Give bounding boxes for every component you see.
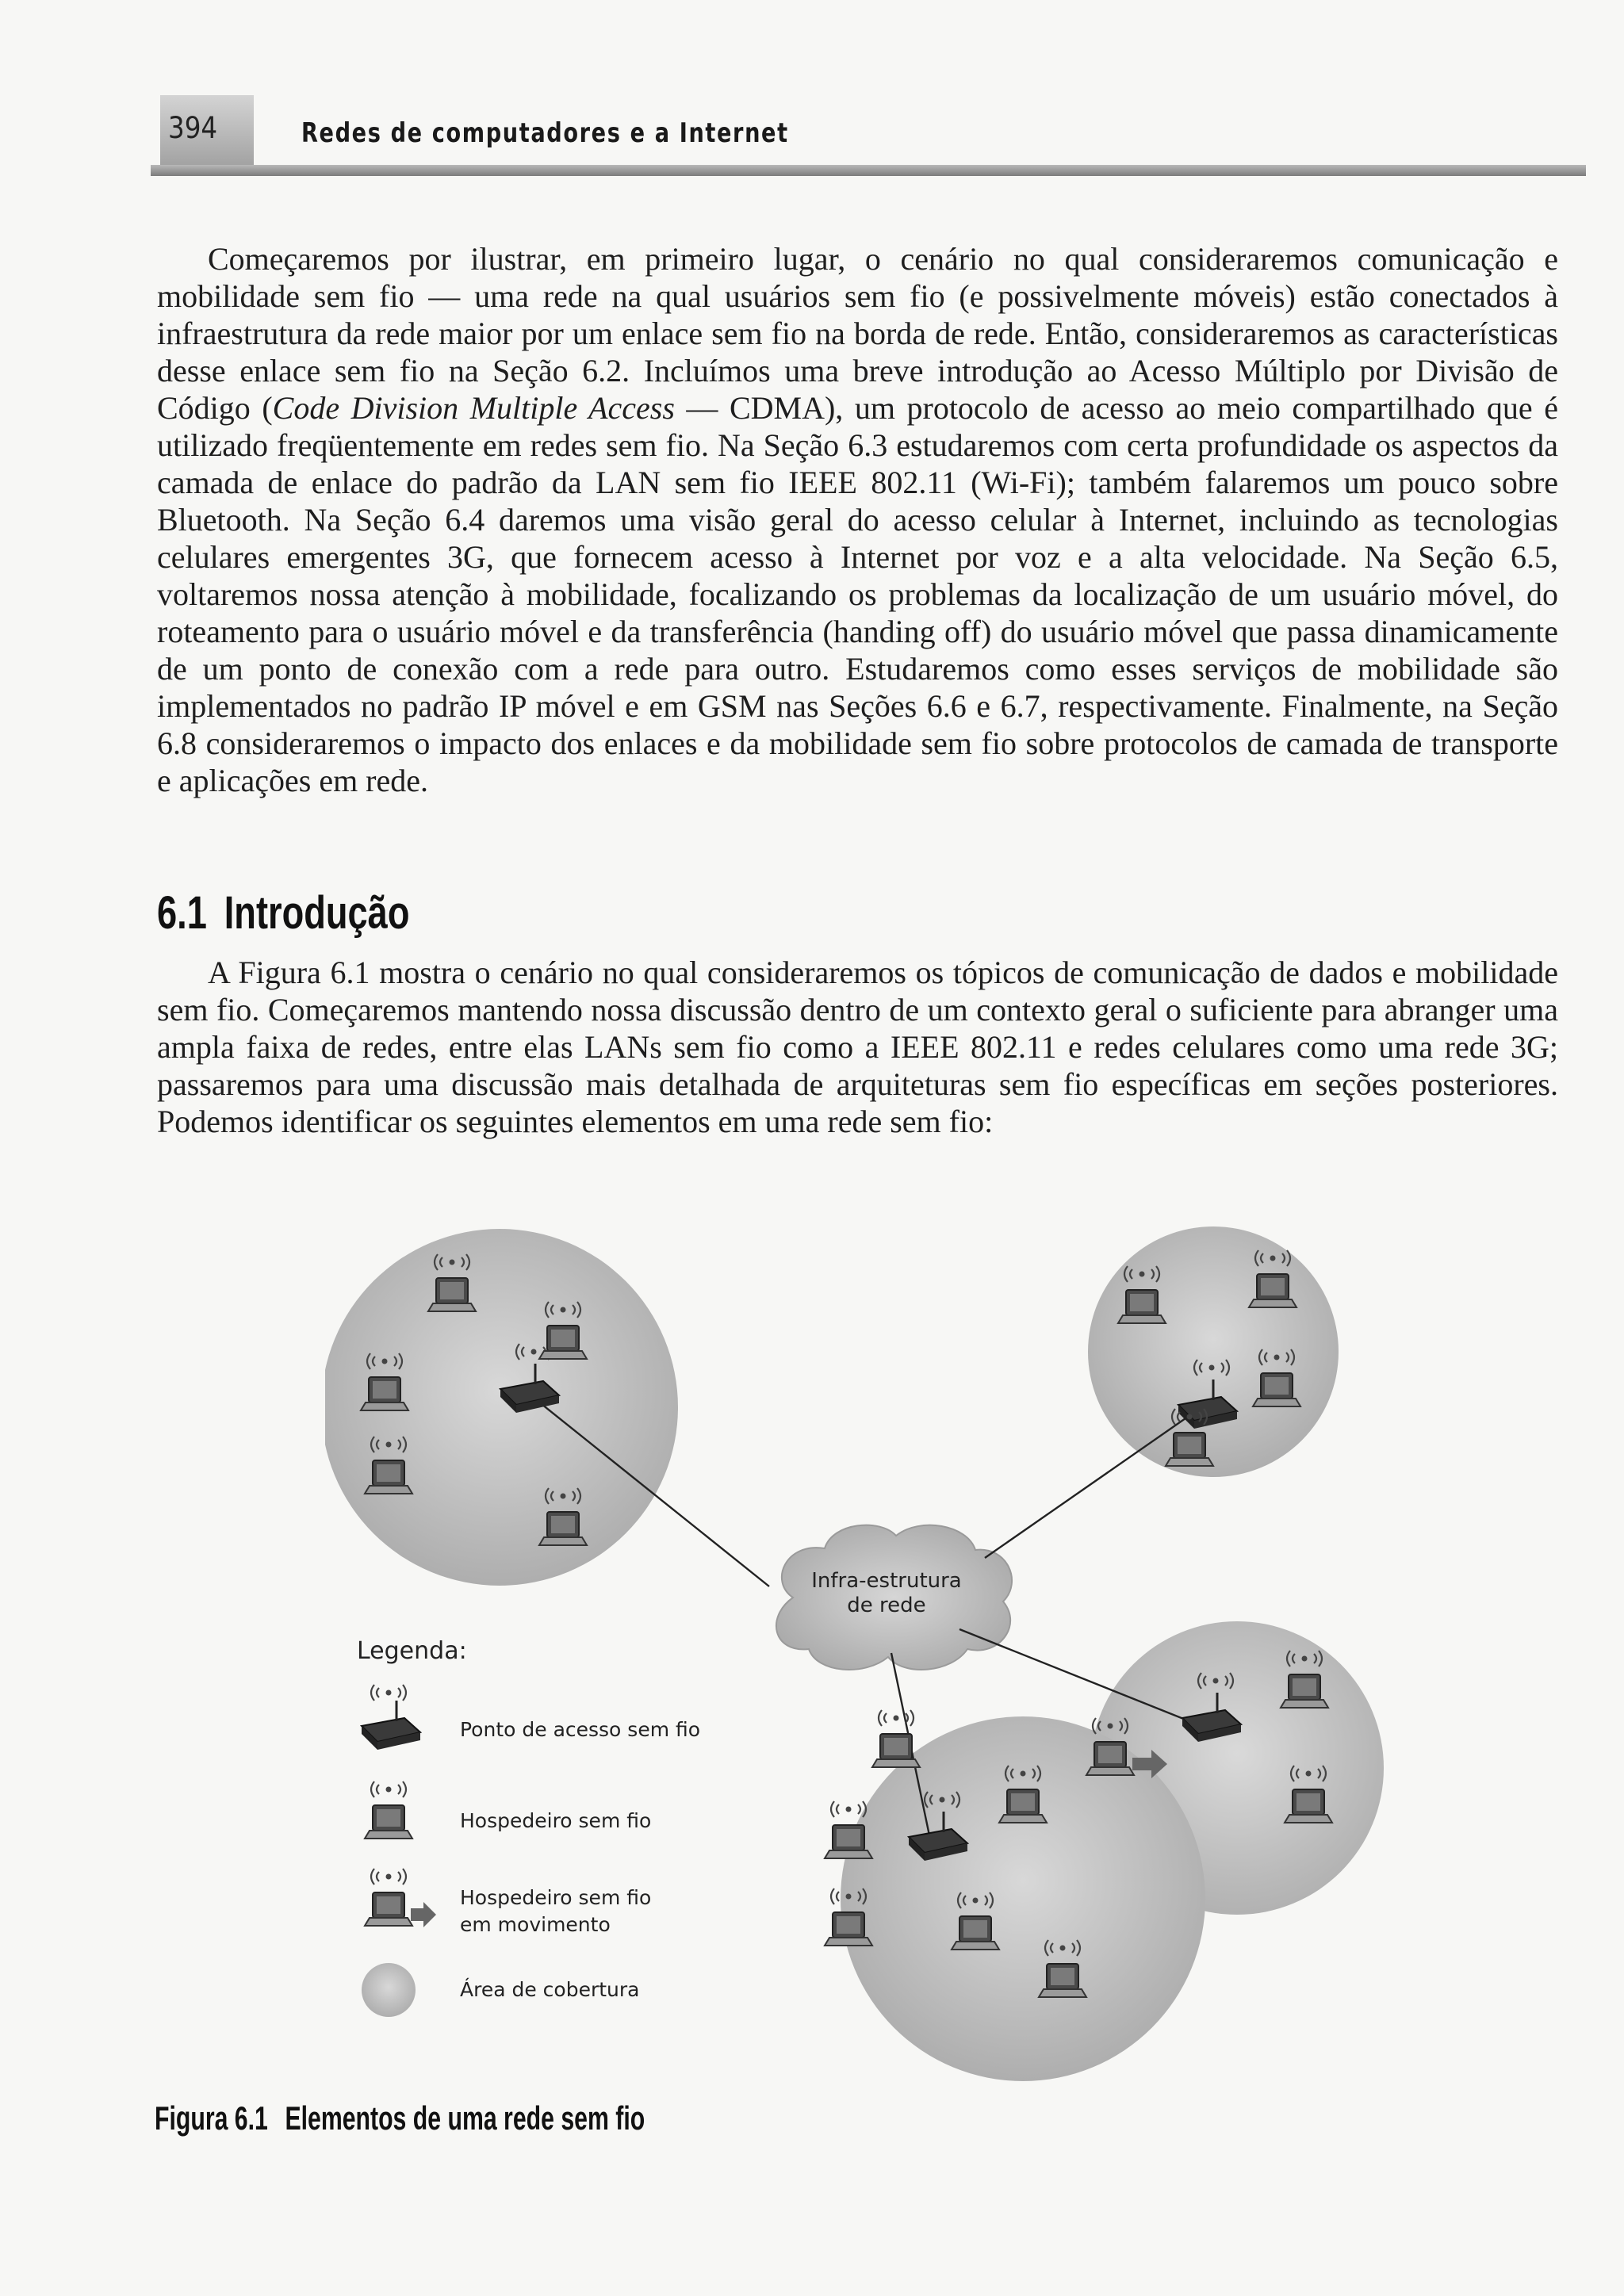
wireless-host: [1166, 1409, 1213, 1466]
cloud-label-line-2: de rede: [847, 1594, 926, 1617]
legend-label-coverage: Área de cobertura: [460, 1978, 640, 2001]
running-title: Redes de computadores e a Internet: [301, 117, 789, 149]
cloud-label: [807, 1569, 966, 1618]
wireless-host: [872, 1710, 920, 1767]
wireless-host: [1249, 1250, 1297, 1307]
wireless-host: [428, 1254, 476, 1311]
wireless-access-point-icon: [362, 1685, 420, 1750]
section-number: 6.1: [157, 887, 207, 939]
intro-paragraph-italic-term: Code Division Multiple Access: [272, 390, 675, 426]
network-diagram: [325, 1209, 1594, 2089]
wireless-host: [361, 1353, 408, 1410]
moving-wireless-host-icon: [365, 1869, 436, 1927]
coverage-area-icon: [362, 1963, 416, 2017]
wireless-host: [1253, 1349, 1300, 1406]
intro-paragraph: [157, 240, 1558, 799]
legend-label-moving-host-line-1: Hospedeiro sem fio: [460, 1886, 652, 1909]
wireless-host: [365, 1437, 412, 1494]
running-header: [151, 95, 1586, 174]
legend-label-wireless-host: Hospedeiro sem fio: [460, 1809, 652, 1832]
page-number: 394: [168, 111, 218, 145]
figure-caption-label: Figura 6.1: [155, 2099, 268, 2137]
wireless-host: [999, 1766, 1047, 1823]
wireless-host: [1285, 1766, 1332, 1823]
wireless-host: [952, 1892, 999, 1950]
legend-title: Legenda:: [357, 1637, 467, 1665]
wireless-host: [1281, 1651, 1328, 1708]
figure-caption-text: Elementos de uma rede sem fio: [285, 2099, 645, 2137]
intro-paragraph-part-2: — CDMA), um protocolo de acesso ao meio compartilhado que é utilizado freqüentemente em redes sem fio. Na Seção 6.3 estudaremos com certa profundidade os aspectos da camada de enlace do padrão da LAN sem fio IEEE 802.11 (Wi-Fi); também falaremos um pouco sobre Bluetooth. Na Seção 6.4 daremos uma visão geral do acesso celular à Internet, incluindo as tecnologias celulares emergentes 3G, que fornecem acesso à Internet por voz e a alta velocidade. Na Seção 6.5, voltaremos nossa atenção à mobilidade, focalizando os problemas da localização de um usuário móvel, do roteamento para o usuário móvel e da transferência (handing off) do usuário móvel que passa dinamicamente de um ponto de conexão com a rede para outro. Estudaremos como esses serviços de mobilidade são implementados no padrão IP móvel e em GSM nas Seções 6.6 e 6.7, respectivamente. Finalmente, na Seção 6.8 consideraremos o impacto dos enlaces e da mobilidade sem fio sobre protocolos de camada de transporte e aplicações em rede.: [157, 390, 1558, 798]
legend-label-access-point: Ponto de acesso sem fio: [460, 1718, 701, 1741]
wireless-host: [1039, 1940, 1086, 1997]
legend-label-moving-host: [460, 1885, 651, 1938]
figure-wireless-network: [325, 1209, 1594, 2089]
intro-paragraph-part-1: Começaremos por ilustrar, em primeiro lugar, o cenário no qual consideraremos comunicação e mobilidade sem fio — uma rede na qual usuários sem fio (e possivelmente móveis) estão conectados à infraestrutura da rede maior por um enlace sem fio na borda de rede. Então, consideraremos as características desse enlace sem fio na Seção 6.2. Incluímos uma breve introdução ao Acesso Múltiplo por Divisão de Código (: [157, 241, 1558, 426]
wireless-host: [539, 1488, 587, 1545]
coverage-area-top-right: [1088, 1226, 1339, 1477]
wireless-host: [825, 1888, 872, 1946]
wireless-host-icon: [365, 1781, 412, 1839]
legend-label-moving-host-line-2: em movimento: [460, 1913, 611, 1936]
header-rule: [151, 165, 1586, 176]
cloud-label-line-1: Infra-estrutura: [811, 1569, 962, 1593]
wireless-host: [539, 1302, 587, 1359]
link-top-right-ap: [985, 1406, 1204, 1558]
figure-caption: [155, 2099, 645, 2137]
section-paragraph: A Figura 6.1 mostra o cenário no qual consideraremos os tópicos de comunicação de dados e mobilidade sem fio. Começaremos mantendo nossa discussão dentro de um contexto geral o suficiente para abranger uma ampla faixa de redes, entre elas LANs sem fio como a IEEE 802.11 e redes celulares como uma rede 3G; passaremos para uma discussão mais detalhada de arquiteturas sem fio específicas em seções posteriores. Podemos identificar os seguintes elementos em uma rede sem fio:: [157, 955, 1558, 1139]
wireless-host: [825, 1801, 872, 1858]
section-title: Introdução: [224, 887, 410, 939]
wireless-host: [1118, 1266, 1166, 1323]
section-heading: [157, 886, 409, 939]
